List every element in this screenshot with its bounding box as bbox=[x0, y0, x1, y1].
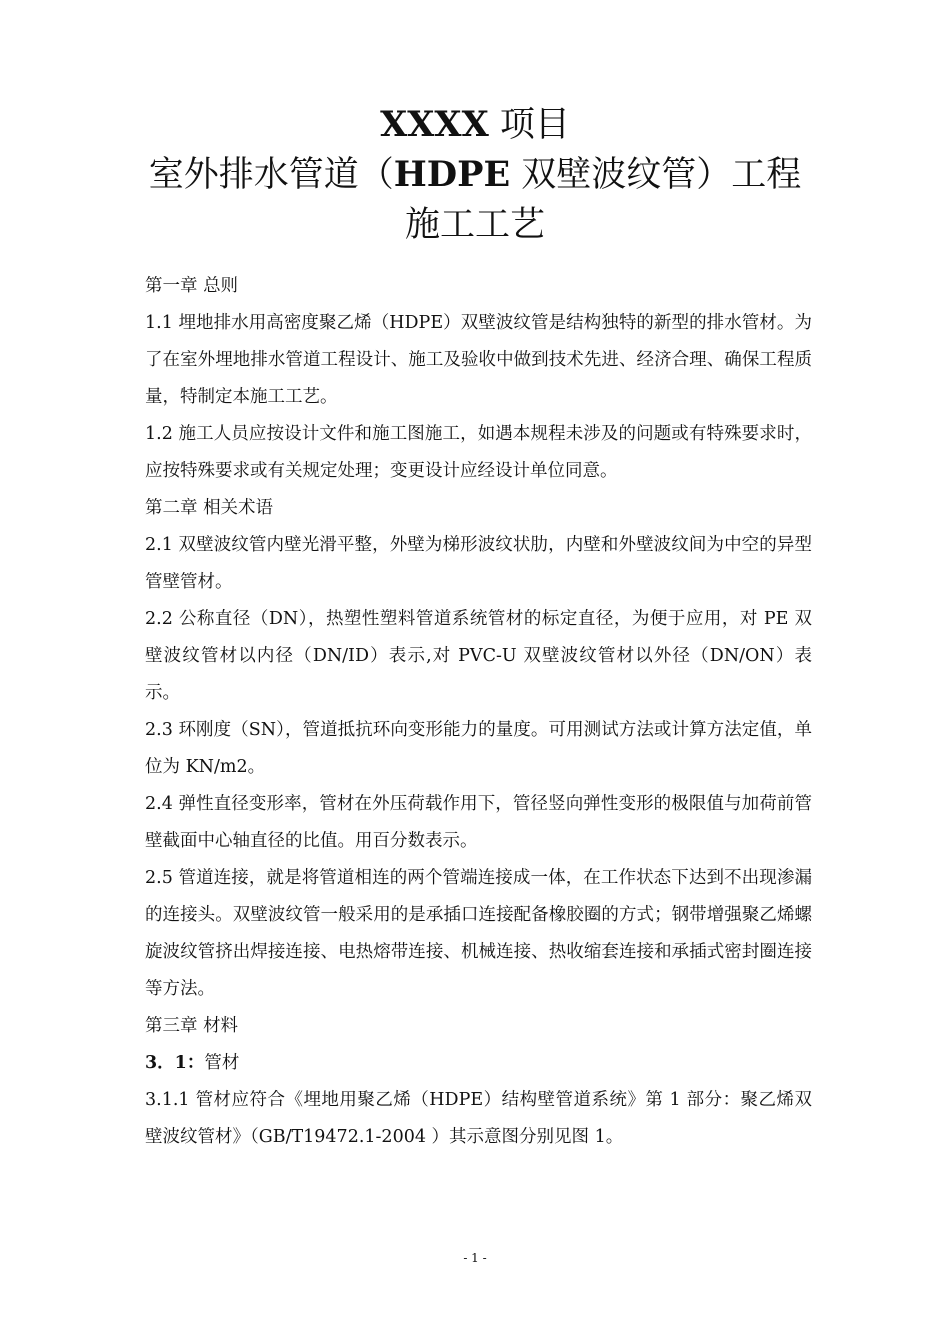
paragraph-3-1-1: 3.1.1 管材应符合《埋地用聚乙烯（HDPE）结构壁管道系统》第 1 部分：聚乙烯双壁波纹管材》（GB/T19472.1-2004 ）其示意图分别见图 1。 bbox=[145, 1090, 812, 1147]
paragraph-2-1: 2.1 双壁波纹管内壁光滑平整，外壁为梯形波纹状肋，内壁和外壁波纹间为中空的异型管壁管材。 bbox=[145, 535, 812, 592]
title-project-code: XXXX bbox=[380, 104, 489, 145]
title-line-2-hdpe: HDPE bbox=[393, 154, 511, 195]
title-line-2 bbox=[0, 150, 950, 200]
document-body bbox=[145, 268, 812, 1156]
document-title bbox=[0, 100, 950, 250]
paragraph-1-2: 1.2 施工人员应按设计文件和施工图施工，如遇本规程未涉及的问题或有特殊要求时，应按特殊要求或有关规定处理；变更设计应经设计单位同意。 bbox=[145, 424, 812, 481]
paragraph-2-2: 2.2 公称直径（DN），热塑性塑料管道系统管材的标定直径，为便于应用，对 PE 双壁波纹管材以内径（DN/ID）表示,对 PVC-U 双壁波纹管材以外径（DN/ON）表示。 bbox=[145, 609, 812, 703]
paragraph-2-3: 2.3 环刚度（SN），管道抵抗环向变形能力的量度。可用测试方法或计算方法定值，单位为 KN/m2。 bbox=[145, 720, 812, 777]
paragraph-2-4: 2.4 弹性直径变形率，管材在外压荷载作用下，管径竖向弹性变形的极限值与加荷前管壁截面中心轴直径的比值。用百分数表示。 bbox=[145, 794, 812, 851]
title-line-1 bbox=[0, 100, 950, 150]
chapter-2-heading: 第二章 相关术语 bbox=[145, 498, 274, 518]
section-3-1-label: 管材 bbox=[204, 1053, 240, 1073]
title-line-2-part-a: 室外排水管道（ bbox=[148, 155, 394, 195]
chapter-1-heading: 第一章 总则 bbox=[145, 276, 239, 296]
section-3-1-heading bbox=[145, 1045, 812, 1082]
title-line-3: 施工工艺 bbox=[404, 205, 545, 245]
title-line-2-part-c: 双壁波纹管）工程 bbox=[510, 155, 802, 195]
chapter-3-heading: 第三章 材料 bbox=[145, 1016, 239, 1036]
paragraph-2-5: 2.5 管道连接，就是将管道相连的两个管端连接成一体，在工作状态下达到不出现渗漏的连接头。双壁波纹管一般采用的是承插口连接配备橡胶圈的方式；钢带增强聚乙烯螺旋波纹管挤出焊接连接、电热熔带连接、机械连接、热收缩套连接和承插式密封圈连接等方法。 bbox=[145, 868, 812, 999]
section-3-1-number: 3．1： bbox=[145, 1053, 205, 1073]
paragraph-1-1: 1.1 埋地排水用高密度聚乙烯（HDPE）双壁波纹管是结构独特的新型的排水管材。为了在室外埋地排水管道工程设计、施工及验收中做到技术先进、经济合理、确保工程质量，特制定本施工工艺。 bbox=[145, 313, 812, 407]
page-number: - 1 - bbox=[463, 1251, 487, 1265]
title-project-word: 项目 bbox=[488, 105, 570, 145]
